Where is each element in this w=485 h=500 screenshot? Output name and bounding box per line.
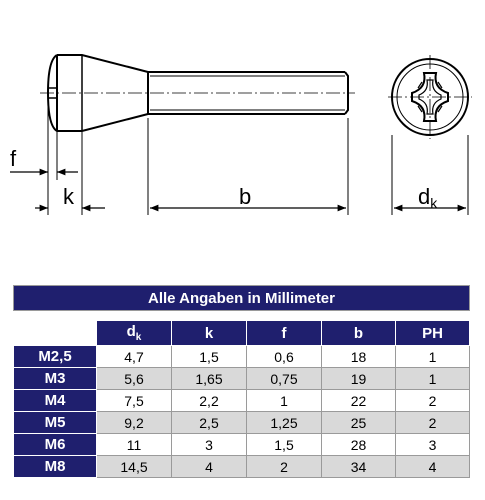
- table-spacer: [14, 311, 470, 321]
- table-cell: 1: [247, 390, 322, 412]
- row-header-size: M5: [14, 412, 97, 434]
- col-header-dk-main: d: [126, 323, 136, 340]
- table-cell: 1,5: [247, 434, 322, 456]
- label-b: b: [239, 184, 252, 209]
- label-dk-main: d: [418, 184, 431, 209]
- table-cell: 5,6: [97, 368, 172, 390]
- table-cell: 22: [322, 390, 396, 412]
- col-header-k: k: [172, 321, 247, 346]
- table-cell: 18: [322, 346, 396, 368]
- table-cell: 1: [396, 368, 470, 390]
- table-cell: 0,75: [247, 368, 322, 390]
- table-row: [14, 390, 470, 412]
- table-cell: 19: [322, 368, 396, 390]
- table-cell: 1,65: [172, 368, 247, 390]
- table-cell: 2: [247, 456, 322, 478]
- col-header-f: f: [247, 321, 322, 346]
- row-header-size: M2,5: [14, 346, 97, 368]
- row-header-size: M6: [14, 434, 97, 456]
- table-cell: 11: [97, 434, 172, 456]
- table-cell: 4: [172, 456, 247, 478]
- table-cell: 1: [396, 346, 470, 368]
- dimension-table: [13, 285, 470, 478]
- table-cell: 2,5: [172, 412, 247, 434]
- table-cell: 7,5: [97, 390, 172, 412]
- table-cell: 14,5: [97, 456, 172, 478]
- table-cell: 34: [322, 456, 396, 478]
- col-header-dk-sub: k: [135, 332, 142, 343]
- table-cell: 2: [396, 412, 470, 434]
- label-dk-sub: k: [430, 195, 438, 211]
- table-cell: 1,5: [172, 346, 247, 368]
- table-cell: 3: [396, 434, 470, 456]
- col-header-b: b: [322, 321, 396, 346]
- table-cell: 28: [322, 434, 396, 456]
- table-cell: 3: [172, 434, 247, 456]
- table-row: [14, 346, 470, 368]
- table-row: [14, 434, 470, 456]
- label-f: f: [10, 146, 17, 171]
- table-cell: 1,25: [247, 412, 322, 434]
- screw-head-top-view: [388, 55, 472, 139]
- row-header-size: M4: [14, 390, 97, 412]
- table-cell: 2: [396, 390, 470, 412]
- extension-lines: [48, 105, 468, 215]
- row-header-size: M8: [14, 456, 97, 478]
- table-cell: 2,2: [172, 390, 247, 412]
- table-row: [14, 368, 470, 390]
- row-header-size: M3: [14, 368, 97, 390]
- dimension-lines: [10, 172, 466, 208]
- table-row: [14, 456, 470, 478]
- table-cell: 4,7: [97, 346, 172, 368]
- table-row: [14, 412, 470, 434]
- table-cell: 4: [396, 456, 470, 478]
- table-cell: 0,6: [247, 346, 322, 368]
- table-corner-cell: [14, 321, 97, 346]
- table-cell: 9,2: [97, 412, 172, 434]
- col-header-ph: PH: [396, 321, 470, 346]
- table-title: Alle Angaben in Millimeter: [14, 286, 470, 311]
- label-k: k: [63, 184, 74, 209]
- col-header-dk: [97, 321, 172, 346]
- label-dk: [418, 184, 438, 211]
- table-cell: 25: [322, 412, 396, 434]
